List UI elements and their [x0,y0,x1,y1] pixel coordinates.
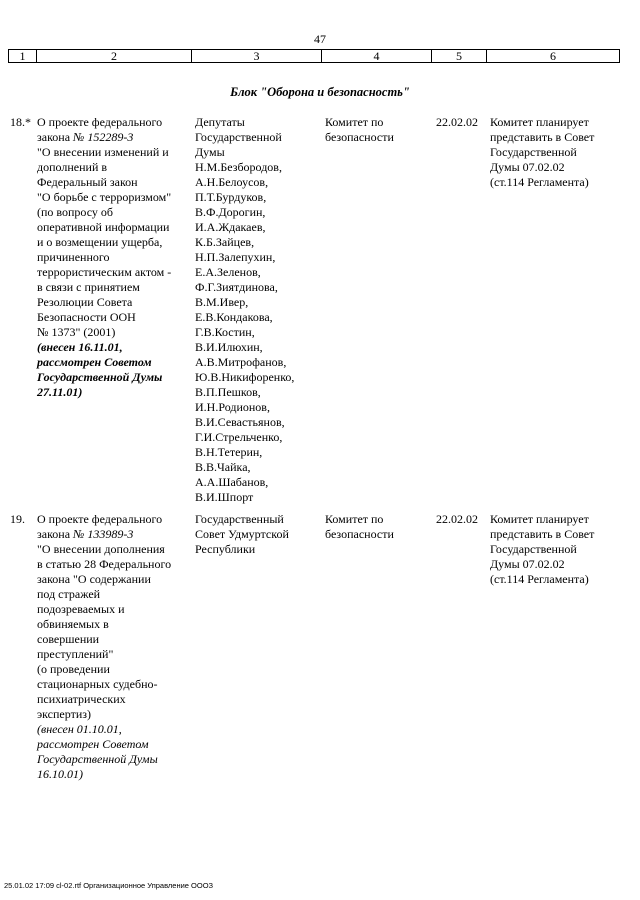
bill-line: "О внесении изменений и [37,145,169,159]
bill-line: Резолюции Совета [37,295,133,309]
committee-line: Комитет по [325,512,384,526]
note [490,512,615,587]
deputies-line: Е.А.Зеленов, [195,265,261,279]
row-number: 19. [10,512,25,526]
header-col-2: 2 [37,50,192,62]
bill-description [37,512,189,782]
bill-line: подозреваемых и [37,602,125,616]
deputies-line: Государственный [195,512,284,526]
note-line: Государственной [490,542,577,556]
bill-line: О проекте федерального [37,512,163,526]
column-number-header [8,49,620,63]
deputies-line: Н.М.Безбородов, [195,160,282,174]
committee-line: Комитет по [325,115,384,129]
bill-description [37,115,189,400]
deputies-line: В.И.Шпорт [195,490,254,504]
bill-line: (по вопросу об [37,205,113,219]
page-number: 47 [314,32,326,46]
bill-line: террористическим актом - [37,265,172,279]
deputies-line: Г.И.Стрельченко, [195,430,283,444]
committee-line: безопасности [325,527,394,541]
note-line: Комитет планирует [490,512,589,526]
committee [325,512,425,542]
deputies-line: В.Н.Тетерин, [195,445,263,459]
deputies-line: В.В.Чайка, [195,460,251,474]
bill-line: и о возмещении ущерба, [37,235,163,249]
note-line: (ст.114 Регламента) [490,175,589,189]
bill-line: причиненного [37,250,110,264]
deputies-line: Г.В.Костин, [195,325,255,339]
bill-line: экспертиз) [37,707,91,721]
deputies-line: А.В.Митрофанов, [195,355,287,369]
footer: 25.01.02 17:09 cl-02.rtf Организационное Управление ОООЗ [4,881,214,890]
note-line: Комитет планирует [490,115,589,129]
deputies-line: Е.В.Кондакова, [195,310,273,324]
bill-line: под стражей [37,587,101,601]
bill-line: преступлений" [37,647,114,661]
bill-line: в связи с принятием [37,280,140,294]
deputies-line: Н.П.Залепухин, [195,250,276,264]
header-col-4: 4 [322,50,432,62]
bill-line: стационарных судебно- [37,677,158,691]
bill-line: обвиняемых в [37,617,109,631]
date: 22.02.02 [436,115,478,129]
bill-line: (внесен 16.11.01, [37,340,123,354]
deputies-line: К.Б.Зайцев, [195,235,255,249]
deputies-line: П.Т.Бурдуков, [195,190,267,204]
deputies-line: В.Ф.Дорогин, [195,205,266,219]
header-col-3: 3 [192,50,322,62]
bill-line: 27.11.01) [37,385,83,399]
note-line: Государственной [490,145,577,159]
deputies-line: И.Н.Родионов, [195,400,270,414]
note-line: (ст.114 Регламента) [490,572,589,586]
bill-line: Государственной Думы [37,370,163,384]
initiators [195,512,320,557]
deputies-line: Думы [195,145,225,159]
header-col-5: 5 [432,50,487,62]
bill-line: (внесен 01.10.01, [37,722,122,736]
deputies-line: В.П.Пешков, [195,385,261,399]
bill-line: рассмотрен Советом [37,737,149,751]
bill-line: Федеральный закон [37,175,138,189]
deputies-line: Республики [195,542,256,556]
initiators [195,115,320,505]
bill-line [37,527,189,542]
committee [325,115,425,145]
note-line: Думы 07.02.02 [490,557,565,571]
bill-number: № 152289-3 [73,130,134,144]
bill-line: в статью 28 Федерального [37,557,172,571]
bill-line: совершении [37,632,100,646]
deputies-line: А.А.Шабанов, [195,475,269,489]
bill-line: Безопасности ООН [37,310,136,324]
committee-line: безопасности [325,130,394,144]
deputies-line: В.М.Ивер, [195,295,249,309]
bill-line: закона "О содержании [37,572,151,586]
deputies-line: Депутаты [195,115,245,129]
bill-line: дополнений в [37,160,108,174]
header-col-6: 6 [550,49,556,63]
header-col-1: 1 [9,50,37,62]
bill-line: рассмотрен Советом [37,355,152,369]
note-line: представить в Совет [490,527,595,541]
bill-line [37,130,189,145]
bill-line: "О внесении дополнения [37,542,165,556]
date: 22.02.02 [436,512,478,526]
deputies-line: В.И.Севастьянов, [195,415,285,429]
deputies-line: И.А.Ждакаев, [195,220,266,234]
deputies-line: Государственной [195,130,282,144]
bill-number: № 133989-3 [73,527,134,541]
note-line: представить в Совет [490,130,595,144]
row-number: 18.* [10,115,31,129]
bill-line: "О борьбе с терроризмом" [37,190,172,204]
note [490,115,615,190]
bill-line: 16.10.01) [37,767,83,781]
bill-line: (о проведении [37,662,110,676]
bill-line-text: закона [37,527,74,541]
block-title: Блок "Оборона и безопасность" [230,85,410,99]
bill-line: оперативной информации [37,220,170,234]
deputies-line: Совет Удмуртской [195,527,289,541]
deputies-line: В.И.Илюхин, [195,340,263,354]
bill-line-text: закона [37,130,74,144]
deputies-line: Ю.В.Никифоренко, [195,370,295,384]
bill-line: психиатрических [37,692,126,706]
deputies-line: Ф.Г.Зиятдинова, [195,280,278,294]
deputies-line: А.Н.Белоусов, [195,175,269,189]
bill-line: О проекте федерального [37,115,163,129]
bill-line: № 1373" (2001) [37,325,116,339]
bill-line: Государственной Думы [37,752,158,766]
note-line: Думы 07.02.02 [490,160,565,174]
